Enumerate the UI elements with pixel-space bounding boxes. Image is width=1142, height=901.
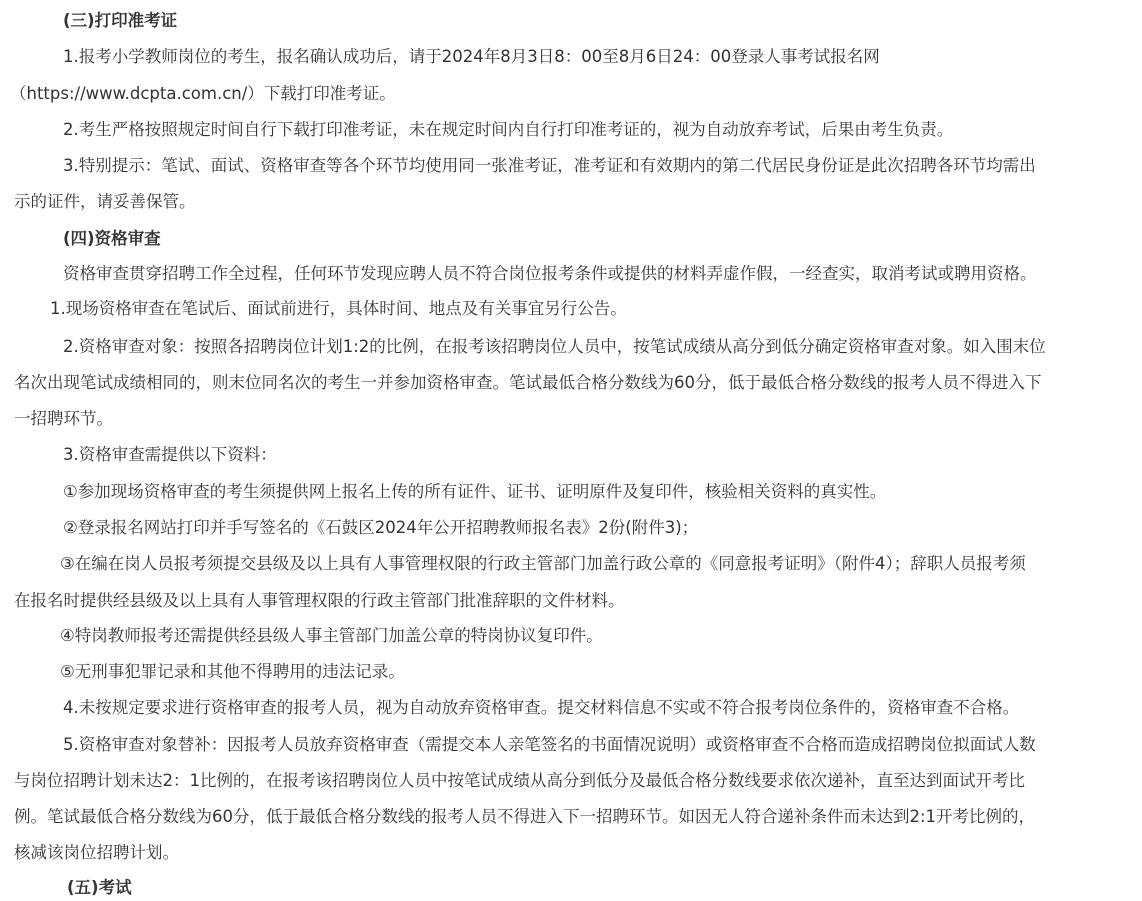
paragraph-line: 例。笔试最低合格分数线为60分，低于最低合格分数线的报考人员不得进入下一招聘环节。如因无人符合递补条件而未达到2:1开考比例的， [14, 807, 1036, 826]
list-item: ②登录报名网站打印并手写签名的《石鼓区2024年公开招聘教师报名表》2份(附件3)； [63, 518, 699, 537]
paragraph-line: 一招聘环节。 [14, 409, 113, 428]
section-heading-qualification-review: (四)资格审查 [63, 229, 161, 248]
paragraph-line: 核减该岗位招聘计划。 [14, 843, 179, 862]
paragraph-line: 1.报考小学教师岗位的考生，报名确认成功后，请于2024年8月3日8：00至8月6日24：00登录人事考试报名网 [63, 47, 880, 66]
list-item: ⑤无刑事犯罪记录和其他不得聘用的违法记录。 [60, 662, 405, 681]
paragraph-line: 资格审查贯穿招聘工作全过程，任何环节发现应聘人员不符合岗位报考条件或提供的材料弄虚作假，一经查实，取消考试或聘用资格。 [63, 264, 1037, 283]
list-item: ④特岗教师报考还需提供经县级人事主管部门加盖公章的特岗协议复印件。 [60, 626, 603, 645]
paragraph-line: 1.现场资格审查在笔试后、面试前进行，具体时间、地点及有关事宜另行公告。 [50, 299, 627, 318]
section-heading-exam: (五)考试 [67, 878, 132, 897]
paragraph-line: 名次出现笔试成绩相同的，则末位同名次的考生一并参加资格审查。笔试最低合格分数线为60分，低于最低合格分数线的报考人员不得进入下 [14, 373, 1042, 392]
paragraph-line: 2.考生严格按照规定时间自行下载打印准考证，未在规定时间内自行打印准考证的，视为自动放弃考试，后果由考生负责。 [63, 120, 954, 139]
list-item: ①参加现场资格审查的考生须提供网上报名上传的所有证件、证书、证明原件及复印件，核验相关资料的真实性。 [63, 482, 887, 501]
paragraph-line: 4.未按规定要求进行资格审查的报考人员，视为自动放弃资格审查。提交材料信息不实或不符合报考岗位条件的，资格审查不合格。 [63, 698, 1020, 717]
paragraph-line: （https://www.dcpta.com.cn/）下载打印准考证。 [10, 84, 396, 103]
paragraph-line: 5.资格审查对象替补：因报考人员放弃资格审查（需提交本人亲笔签名的书面情况说明）或资格审查不合格而造成招聘岗位拟面试人数 [63, 735, 1036, 754]
list-item: ③在编在岗人员报考须提交县级及以上具有人事管理权限的行政主管部门加盖行政公章的《同意报考证明》（附件4）；辞职人员报考须 [60, 554, 1026, 573]
section-heading-print-admission: (三)打印准考证 [63, 11, 178, 30]
paragraph-line: 3.特别提示：笔试、面试、资格审查等各个环节均使用同一张准考证，准考证和有效期内的第二代居民身份证是此次招聘各环节均需出 [63, 156, 1036, 175]
paragraph-line: 3.资格审查需提供以下资料： [63, 445, 277, 464]
paragraph-line: 与岗位招聘计划未达2：1比例的，在报考该招聘岗位人员中按笔试成绩从高分到低分及最低合格分数线要求依次递补，直至达到面试开考比 [14, 771, 1025, 790]
paragraph-line: 2.资格审查对象：按照各招聘岗位计划1:2的比例，在报考该招聘岗位人员中，按笔试成绩从高分到低分确定资格审查对象。如入围末位 [63, 337, 1046, 356]
paragraph-line: 示的证件，请妥善保管。 [14, 192, 196, 211]
paragraph-line: 在报名时提供经县级及以上具有人事管理权限的行政主管部门批准辞职的文件材料。 [14, 591, 625, 610]
